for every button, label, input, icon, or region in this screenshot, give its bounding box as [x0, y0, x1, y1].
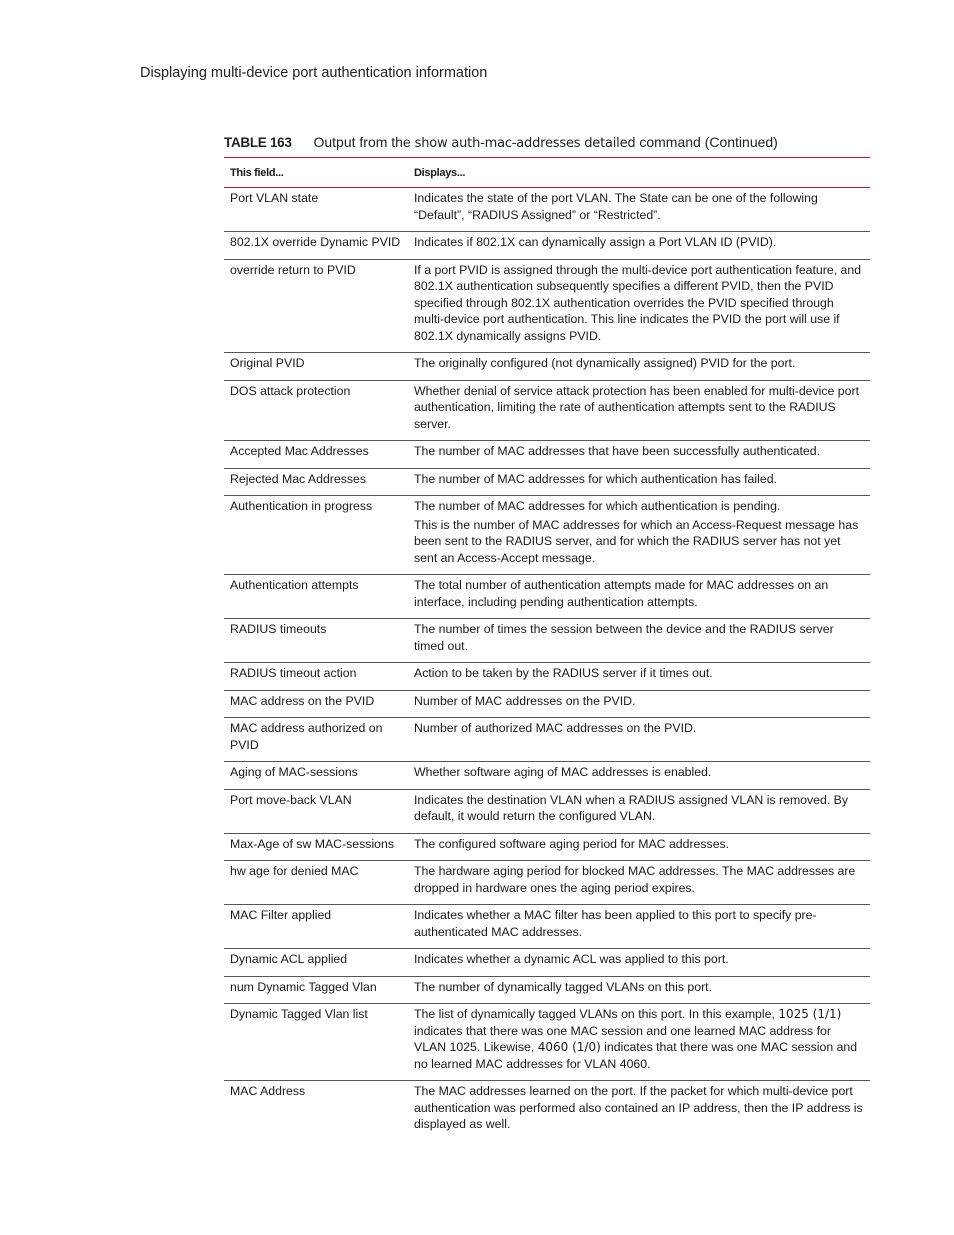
field-name: MAC Address	[230, 1084, 306, 1098]
field-name: hw age for denied MAC	[230, 864, 359, 878]
field-description: Indicates whether a dynamic ACL was applied to this port.	[414, 952, 729, 966]
field-name: Port VLAN state	[230, 191, 319, 205]
field-name: num Dynamic Tagged Vlan	[230, 979, 377, 994]
table-row	[224, 381, 870, 442]
field-description: Indicates if 802.1X can dynamically assign a Port VLAN ID (PVID).	[414, 235, 777, 249]
field-description: The list of dynamically tagged VLANs on this port. In this example, 1025 (1/1) indicates that there was one MAC session and one learned MAC address for VLAN 1025. Likewise, 4060 (1/0) indicates that there was one MAC session and no learned MAC addresses for VLAN 4060.	[414, 1007, 858, 1071]
field-description-table	[224, 157, 870, 1141]
caption-suffix: command (Continued)	[639, 134, 778, 150]
table-row	[224, 496, 870, 575]
field-name: Aging of MAC-sessions	[230, 765, 358, 779]
field-name: Authentication attempts	[230, 578, 359, 592]
field-description: The number of MAC addresses that have been successfully authenticated.	[414, 444, 821, 458]
field-description: Indicates the destination VLAN when a RADIUS assigned VLAN is removed. By default, it would return the configured VLAN.	[414, 792, 849, 823]
field-description: The hardware aging period for blocked MAC addresses. The MAC addresses are dropped in hardware ones the aging period expires.	[414, 864, 856, 895]
field-name: Dynamic Tagged Vlan list	[230, 1007, 368, 1021]
field-name: Accepted Mac Addresses	[230, 444, 369, 458]
field-description: Number of MAC addresses on the PVID.	[414, 693, 636, 708]
field-description: The total number of authentication attempts made for MAC addresses on an interface, including pending authentication attempts.	[414, 578, 829, 609]
field-description: The number of MAC addresses for which authentication has failed.	[414, 471, 777, 486]
field-description: The originally configured (not dynamically assigned) PVID for the port.	[414, 356, 796, 370]
table-row	[224, 861, 870, 905]
field-name: RADIUS timeouts	[230, 622, 327, 636]
field-description: Indicates the state of the port VLAN. The State can be one of the following “Default”, “RADIUS Assigned” or “Restricted”.	[414, 191, 818, 222]
table-row	[224, 1004, 870, 1081]
table-row	[224, 188, 870, 232]
vlan-example-4060: 4060 (1/0)	[537, 1040, 601, 1054]
table-row	[224, 441, 870, 469]
table-row	[224, 762, 870, 790]
field-description: Action to be taken by the RADIUS server if it times out.	[414, 666, 713, 680]
field-description: Whether software aging of MAC addresses is enabled.	[414, 765, 712, 779]
field-description: Whether denial of service attack protection has been enabled for multi-device port authentication, limiting the rate of authentication attempts sent to the RADIUS server.	[414, 383, 859, 431]
table-row	[224, 905, 870, 949]
field-description: The configured software aging period for MAC addresses.	[414, 836, 730, 851]
table-number: TABLE 163	[224, 135, 292, 150]
field-name: MAC address on the PVID	[230, 693, 375, 708]
field-description: If a port PVID is assigned through the multi-device port authentication feature, and 802.1X authentication subsequently specifies a different PVID, then the PVID specified through 802.1X authentication overrides the PVID specified through multi-device port authentication. This line indicates the PVID the port will use if 802.1X dynamically assigns PVID.	[414, 262, 862, 343]
table-row	[224, 834, 870, 862]
caption-prefix: Output from the	[313, 134, 411, 150]
table-row	[224, 790, 870, 834]
table-row	[224, 663, 870, 691]
table-row	[224, 232, 870, 260]
field-name: override return to PVID	[230, 262, 356, 277]
field-name: Rejected Mac Addresses	[230, 471, 367, 486]
field-description: The number of dynamically tagged VLANs on this port.	[414, 979, 713, 994]
field-description: Indicates whether a MAC filter has been applied to this port to specify pre-authenticated MAC addresses.	[414, 908, 817, 939]
header-displays: Displays...	[414, 166, 466, 179]
caption-command: show auth-mac-addresses detailed	[414, 136, 636, 151]
table-row	[224, 977, 870, 1005]
table-caption	[224, 134, 870, 151]
table-row	[224, 691, 870, 719]
table-row	[224, 619, 870, 663]
table-row	[224, 469, 870, 497]
header-field: This field...	[230, 166, 284, 179]
field-name: DOS attack protection	[230, 383, 351, 398]
field-name: Dynamic ACL applied	[230, 952, 348, 966]
table-row	[224, 718, 870, 762]
field-name: Original PVID	[230, 356, 305, 370]
table-header-row	[224, 157, 870, 188]
vlan-example-1025: 1025 (1/1)	[778, 1007, 842, 1021]
table-row	[224, 353, 870, 381]
field-name: Max-Age of sw MAC-sessions	[230, 836, 395, 851]
field-description: Number of authorized MAC addresses on the PVID.	[414, 721, 697, 735]
field-name: Authentication in progress	[230, 499, 373, 513]
table-row	[224, 1081, 870, 1141]
field-description: The MAC addresses learned on the port. If the packet for which multi-device port authentication was performed also contained an IP address, then the IP address is displayed as well.	[414, 1084, 863, 1131]
field-description: The number of MAC addresses for which authentication is pending. This is the number of MAC addresses for which an Access-Request message has been sent to the RADIUS server, and for which the RADIUS server has not yet sent an Access-Accept message.	[414, 499, 859, 565]
table-row	[224, 575, 870, 619]
field-name: RADIUS timeout action	[230, 666, 357, 680]
running-head: Displaying multi-device port authentication information	[140, 65, 488, 81]
field-name: 802.1X override Dynamic PVID	[230, 235, 401, 249]
table-row	[224, 949, 870, 977]
field-description: The number of times the session between the device and the RADIUS server timed out.	[414, 622, 834, 653]
field-name: Port move-back VLAN	[230, 792, 352, 807]
field-name: MAC address authorized on PVID	[230, 721, 383, 752]
field-name: MAC Filter applied	[230, 908, 332, 922]
table-row	[224, 260, 870, 354]
